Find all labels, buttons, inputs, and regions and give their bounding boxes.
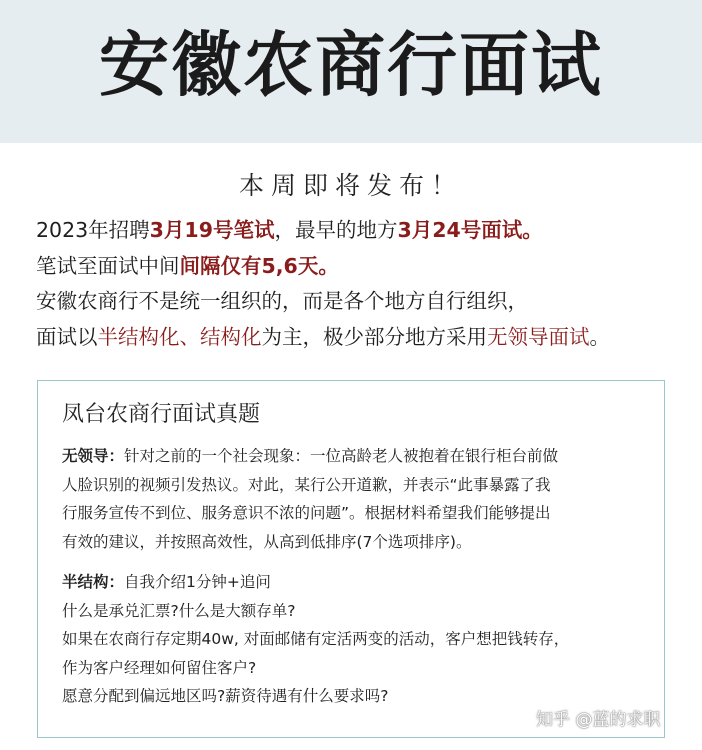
highlight-interval: 间隔仅有5,6天。 (179, 253, 339, 278)
semi-text: 自我介绍1分钟+追问 (124, 573, 271, 591)
leaderless-line-3: 行服务宣传不到位、服务意识不浓的问题”。根据材料希望我们能够提出 (62, 504, 551, 522)
leaderless-section (62, 442, 652, 556)
semi-line-5: 愿意分配到偏远地区吗?薪资待遇有什么要求吗? (62, 687, 389, 705)
intro-line-1 (36, 213, 686, 249)
semi-structured-section (62, 568, 652, 711)
semi-line-3: 如果在农商行存定期40w, 对面邮储有定活两变的活动，客户想把钱转存， (62, 630, 570, 648)
semi-line-1 (62, 568, 652, 597)
semi-line-2: 什么是承兑汇票?什么是大额存单? (62, 601, 296, 620)
intro-text: 2023年招聘 (36, 218, 150, 242)
intro-text: 面试以 (36, 324, 98, 349)
questions-card (37, 380, 665, 738)
intro-text: 为主，极少部分地方采用 (261, 324, 487, 349)
intro-line-4 (36, 320, 686, 356)
intro-text: 。 (589, 324, 610, 349)
intro-text: 笔试至面试中间 (36, 253, 180, 278)
semi-label: 半结构： (62, 573, 125, 591)
highlight-leaderless: 无领导面试 (487, 324, 590, 349)
highlight-interview-date: 3月24号面试。 (397, 218, 543, 242)
highlight-written-test: 3月19号笔试 (149, 218, 275, 242)
zhihu-watermark: 知乎 @蓝的求职 (536, 710, 661, 730)
header-banner (0, 0, 702, 143)
card-title: 凤台农商行面试真题 (62, 402, 261, 427)
subtitle: 本周即将发布！ (238, 171, 463, 200)
leaderless-text: 针对之前的一个社会现象：一位高龄老人被抱着在银行柜台前做 (124, 447, 559, 465)
leaderless-line-2: 人脸识别的视频引发热议。对此，某行公开道歉，并表示“此事暴露了我 (62, 475, 551, 494)
intro-line-2 (36, 249, 686, 285)
highlight-structured: 半结构化、结构化 (97, 324, 262, 349)
page-title: 安徽农商行面试 (99, 24, 603, 106)
leaderless-label: 无领导： (62, 447, 125, 465)
intro-line-3: 安徽农商行不是统一组织的，而是各个地方自行组织， (36, 289, 528, 313)
leaderless-line-4: 有效的建议，并按照高效性，从高到低排序(7个选项排序)。 (62, 532, 472, 551)
semi-line-4: 作为客户经理如何留住客户? (62, 658, 257, 677)
intro-text: ，最早的地方 (274, 218, 398, 242)
leaderless-line-1 (62, 442, 652, 471)
intro-section (36, 213, 686, 355)
